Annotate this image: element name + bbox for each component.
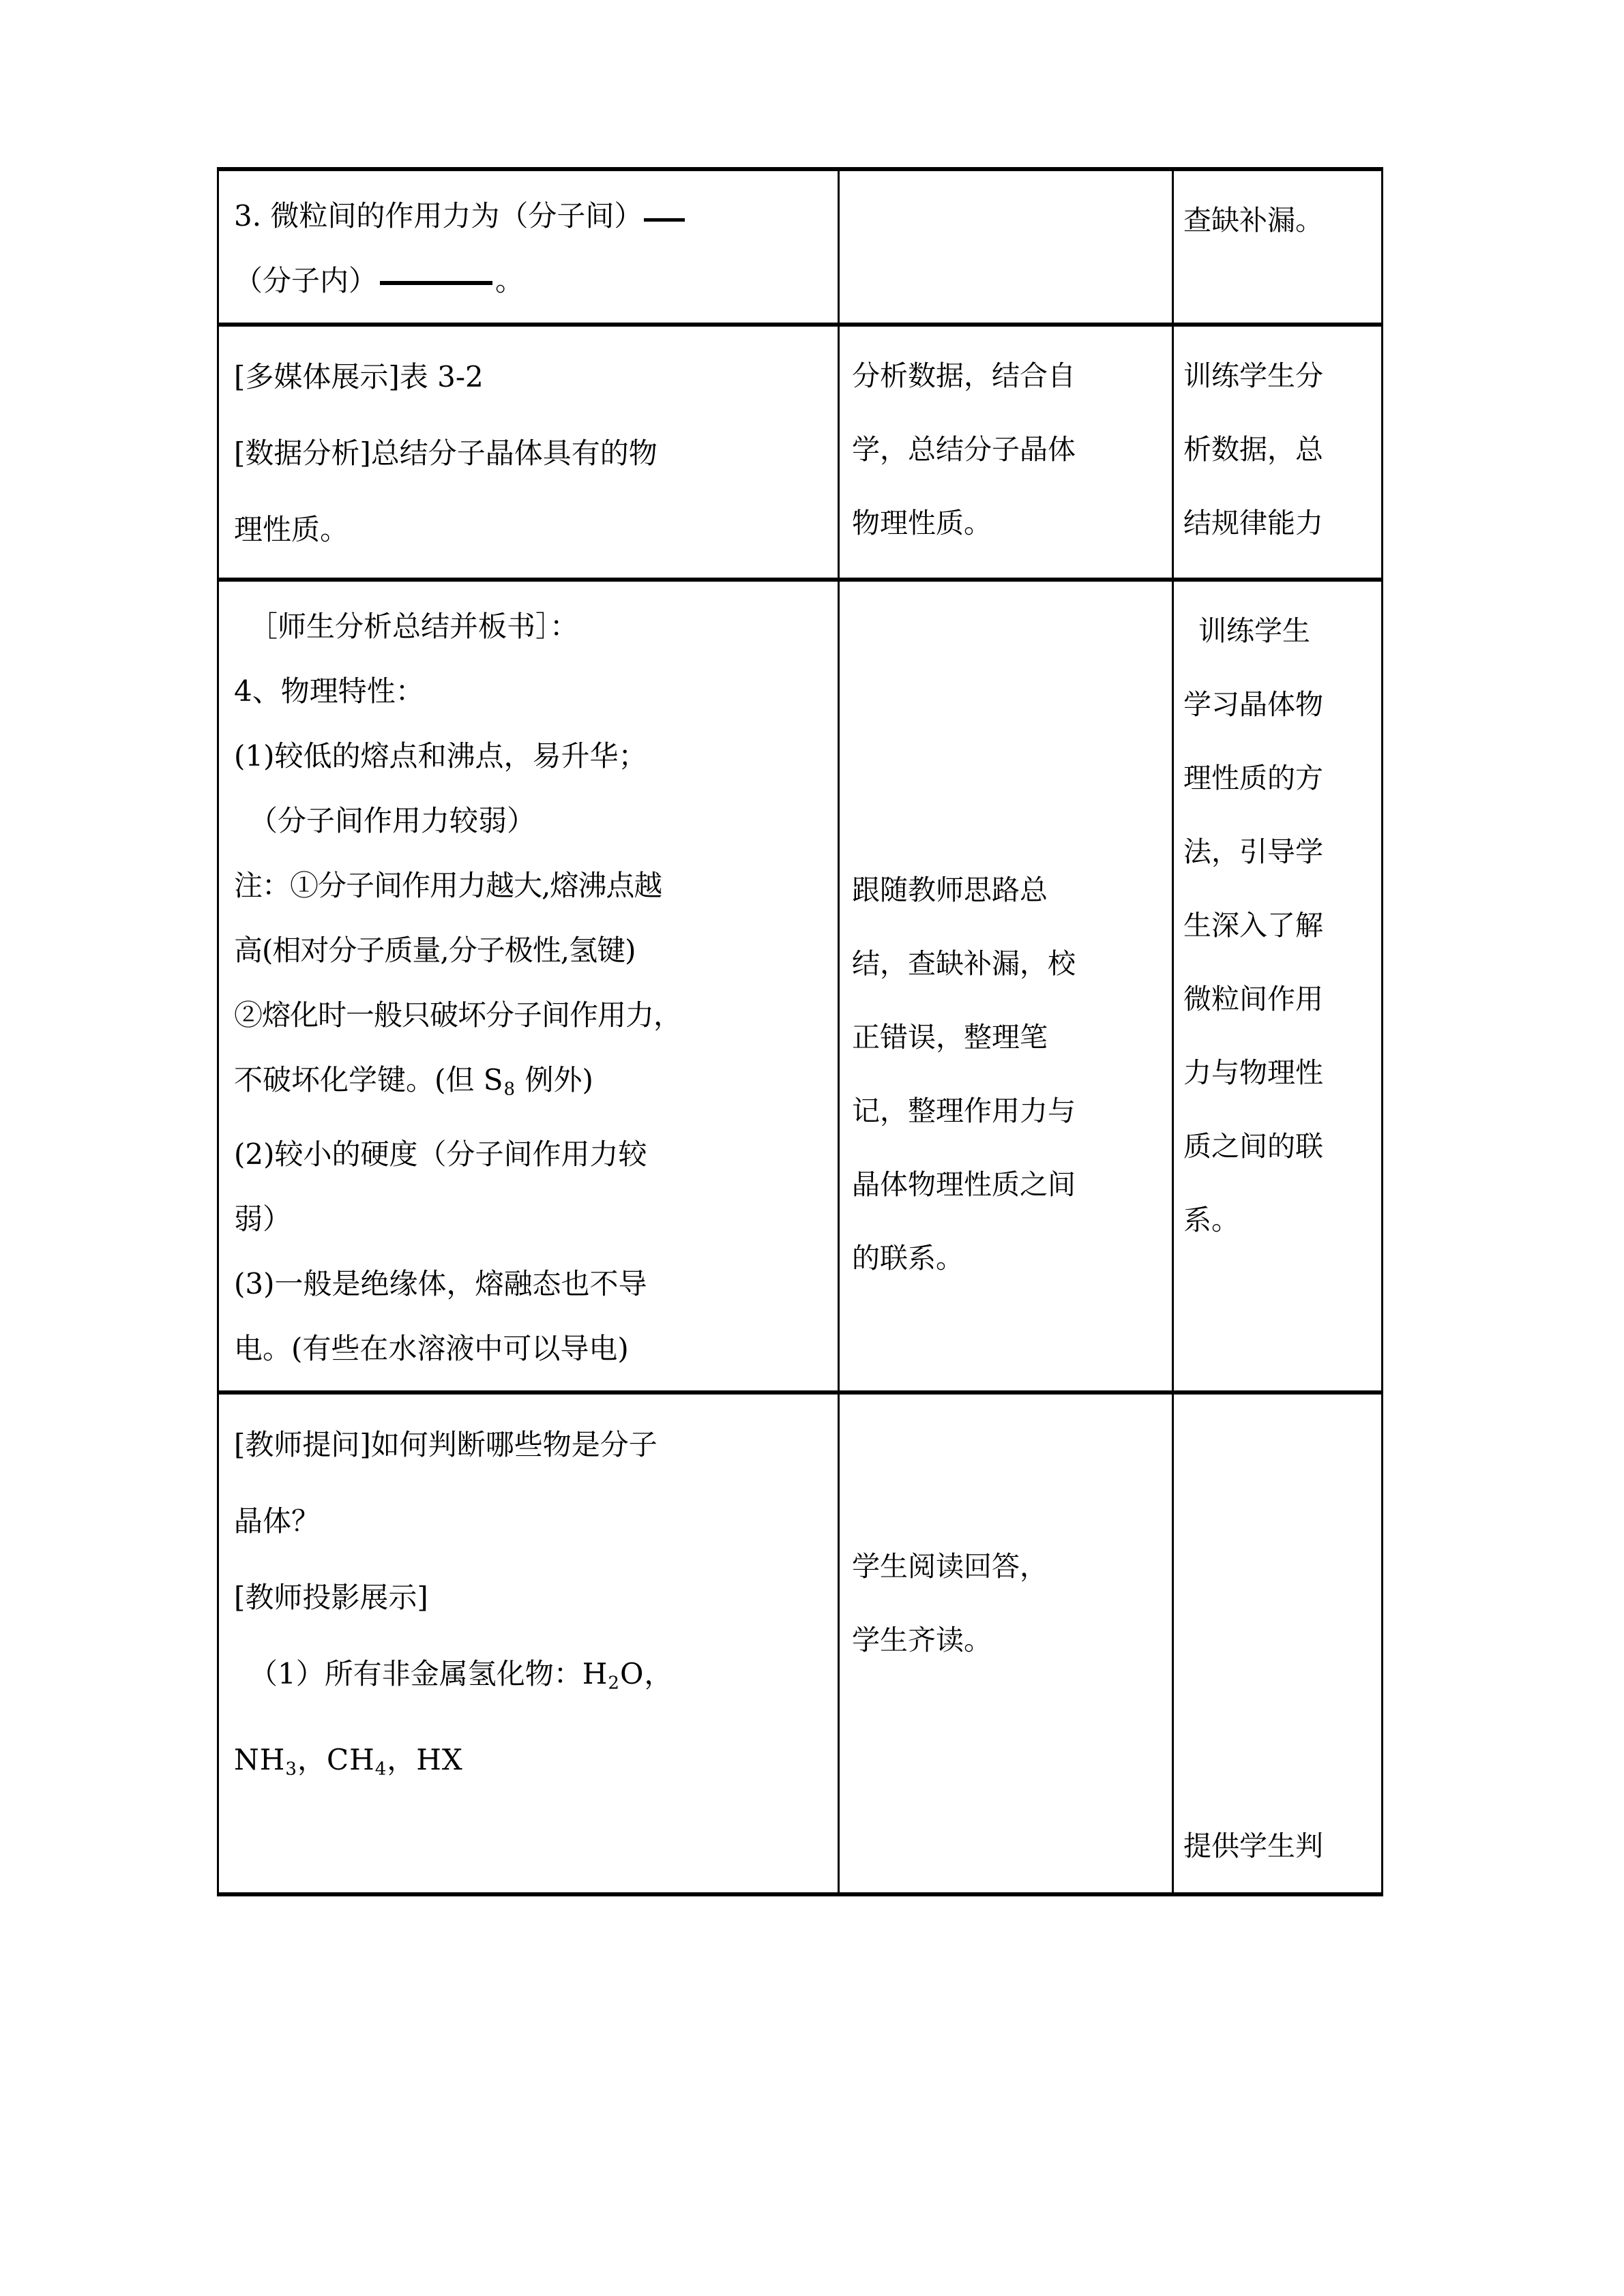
activity-line: （分子间作用力较弱）	[249, 804, 536, 837]
activity-line-formula	[234, 1047, 827, 1122]
intent-line: 系。	[1183, 1204, 1239, 1236]
activity-line: [数据分析]总结分子晶体具有的物	[234, 436, 658, 470]
formula-water-h2o: $H_2$	[582, 1657, 620, 1694]
activity-line: [多媒体展示]表 3-2	[234, 360, 484, 393]
activity-line: 电。(有些在水溶液中可以导电)	[234, 1332, 629, 1366]
cell-student-activity	[839, 580, 1173, 1392]
intent-line: 力与物理性	[1183, 1056, 1323, 1089]
intent-line: 结规律能力	[1183, 507, 1323, 539]
activity-line	[234, 183, 827, 248]
activity-line: 弱）	[234, 1202, 292, 1236]
formula-ammonia-nh3: $NH_3$	[234, 1742, 297, 1779]
vertical-spacer	[1183, 1407, 1374, 1809]
student-line: 晶体物理性质之间	[852, 1168, 1076, 1201]
cell-student-activity	[839, 325, 1173, 580]
intent-line: 析数据，总	[1183, 433, 1323, 466]
intent-line: 学习晶体物	[1183, 688, 1323, 721]
cell-design-intent	[1173, 169, 1383, 325]
activity-line: 理性质。	[234, 513, 349, 546]
line-text: ，	[297, 1742, 327, 1776]
activity-line: 晶体？	[234, 1504, 321, 1538]
intent-line: 提供学生判	[1183, 1830, 1323, 1863]
intent-line: 理性质的方	[1183, 762, 1323, 794]
intent-line: 质之间的联	[1183, 1130, 1323, 1163]
vertical-spacer	[852, 594, 1162, 853]
activity-line: (2)较小的硬度（分子间作用力较	[234, 1137, 647, 1172]
intent-line: 查缺补漏。	[1183, 204, 1323, 237]
student-line: 学生齐读。	[852, 1624, 992, 1657]
cell-student-activity	[839, 1392, 1173, 1894]
cell-activity	[218, 580, 839, 1392]
formula-methane-ch4: $CH_4$	[326, 1742, 387, 1779]
line-text: O，	[619, 1657, 674, 1691]
student-line: 结，查缺补漏，校	[852, 947, 1076, 980]
student-line: 正错误，整理笔	[852, 1021, 1048, 1054]
table-row	[218, 325, 1383, 580]
student-line: 学，总结分子晶体	[852, 433, 1076, 466]
activity-line: (1)较低的熔点和沸点，易升华；	[234, 739, 647, 773]
line-text: （1）所有非金属氢化物：	[249, 1657, 582, 1691]
line-text: ，HX	[387, 1742, 463, 1776]
table-row	[218, 1392, 1383, 1894]
line-text: 3. 微粒间的作用力为（分子间）	[234, 199, 643, 233]
activity-line: [教师提问]如何判断哪些物是分子	[234, 1428, 658, 1462]
activity-line-formula	[234, 1722, 827, 1807]
intent-line: 训练学生分	[1183, 359, 1323, 392]
cell-activity	[218, 169, 839, 325]
line-text: （分子内）	[234, 264, 378, 297]
intent-line: 微粒间作用	[1183, 983, 1323, 1015]
intent-line: 训练学生	[1198, 614, 1310, 647]
cell-activity	[218, 325, 839, 580]
activity-line: 注：①分子间作用力越大,熔沸点越	[234, 869, 662, 902]
line-text: 。	[495, 264, 525, 297]
activity-line	[234, 248, 827, 313]
student-line: 学生阅读回答，	[852, 1550, 1048, 1583]
student-line: 分析数据，结合自	[852, 359, 1076, 392]
student-line: 物理性质。	[852, 507, 992, 539]
vertical-spacer	[852, 1407, 1162, 1530]
cell-design-intent	[1173, 1392, 1383, 1894]
intent-line: 法，引导学	[1183, 835, 1323, 868]
activity-line: ［师生分析总结并板书］：	[249, 610, 579, 643]
student-line: 跟随教师思路总	[852, 874, 1048, 906]
activity-line: 4、物理特性：	[234, 674, 424, 708]
activity-line-formula	[234, 1636, 827, 1721]
activity-line: ②熔化时一般只破坏分子间作用力，	[234, 998, 682, 1032]
student-line: 记，整理作用力与	[852, 1094, 1076, 1127]
fill-in-blank-long	[380, 281, 492, 285]
cell-design-intent	[1173, 325, 1383, 580]
fill-in-blank-short	[644, 218, 685, 222]
table-row	[218, 169, 1383, 325]
activity-line: [教师投影展示]	[234, 1581, 428, 1615]
line-text: 不破坏化学键。(但	[234, 1063, 484, 1097]
table-row	[218, 580, 1383, 1392]
formula-sulfur-s8: $S_8$	[483, 1063, 516, 1100]
cell-student-activity	[839, 169, 1173, 325]
lesson-plan-table	[217, 167, 1383, 1896]
cell-design-intent	[1173, 580, 1383, 1392]
cell-activity	[218, 1392, 839, 1894]
activity-line: 高(相对分子质量,分子极性,氢键)	[234, 934, 636, 967]
student-line: 的联系。	[852, 1242, 964, 1274]
line-text: 例外)	[516, 1063, 593, 1097]
activity-line: (3)一般是绝缘体，熔融态也不导	[234, 1267, 647, 1301]
intent-line: 生深入了解	[1183, 909, 1323, 942]
